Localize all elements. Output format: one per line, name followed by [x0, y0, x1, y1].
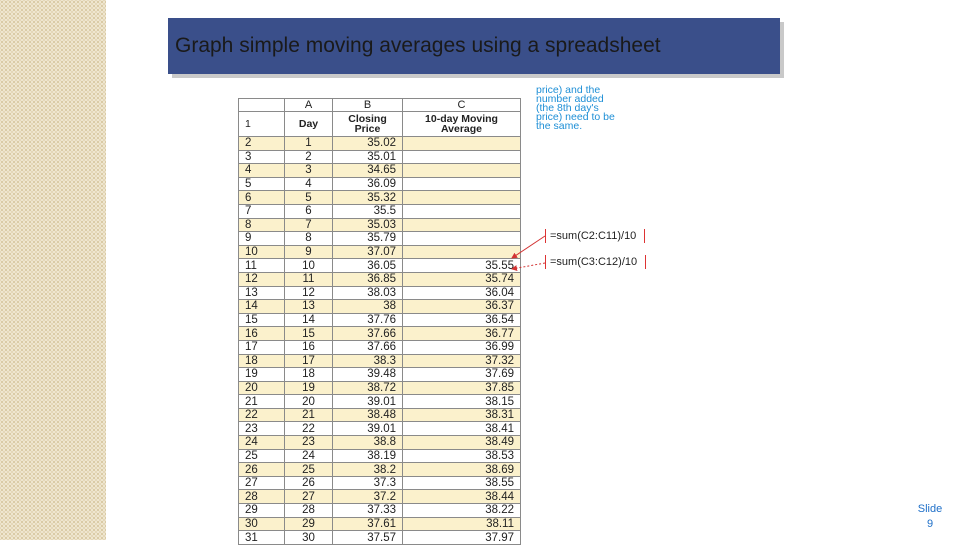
- row-number: 31: [239, 531, 285, 545]
- table-row: [239, 218, 521, 232]
- formula-label-2: =sum(C3:C12)/10: [545, 255, 646, 269]
- closing-price-cell: 35.03: [333, 218, 403, 232]
- row-number: 18: [239, 354, 285, 368]
- day-cell: 7: [285, 218, 333, 232]
- moving-average-cell: 38.41: [403, 422, 521, 436]
- closing-price-cell: 39.48: [333, 368, 403, 382]
- moving-average-cell: 38.44: [403, 490, 521, 504]
- row-number: 27: [239, 476, 285, 490]
- moving-average-cell: [403, 164, 521, 178]
- closing-price-cell: 34.65: [333, 164, 403, 178]
- table-row: [239, 272, 521, 286]
- day-cell: 15: [285, 327, 333, 341]
- day-cell: 11: [285, 272, 333, 286]
- closing-price-cell: 35.79: [333, 232, 403, 246]
- day-cell: 16: [285, 340, 333, 354]
- table-row: [239, 504, 521, 518]
- closing-price-cell: 37.66: [333, 340, 403, 354]
- closing-price-cell: 37.76: [333, 313, 403, 327]
- slide-number: [908, 502, 952, 532]
- day-cell: 9: [285, 245, 333, 259]
- table-row: [239, 354, 521, 368]
- table-row: [239, 422, 521, 436]
- closing-price-cell: 35.02: [333, 137, 403, 151]
- moving-average-cell: 38.53: [403, 449, 521, 463]
- closing-price-cell: 38.72: [333, 381, 403, 395]
- table-row: [239, 300, 521, 314]
- column-letter: A: [285, 99, 333, 112]
- row-number: 3: [239, 150, 285, 164]
- table-row: [239, 137, 521, 151]
- row-number: 20: [239, 381, 285, 395]
- title-bar: [168, 18, 780, 74]
- row-number: 25: [239, 449, 285, 463]
- closing-price-cell: 37.07: [333, 245, 403, 259]
- closing-price-cell: 39.01: [333, 422, 403, 436]
- moving-average-cell: 37.32: [403, 354, 521, 368]
- moving-average-cell: 38.11: [403, 517, 521, 531]
- closing-price-cell: 38.48: [333, 408, 403, 422]
- day-cell: 29: [285, 517, 333, 531]
- moving-average-cell: 38.22: [403, 504, 521, 518]
- header-row: [239, 112, 521, 137]
- closing-price-cell: 35.5: [333, 204, 403, 218]
- row-number: 21: [239, 395, 285, 409]
- closing-price-cell: 38.3: [333, 354, 403, 368]
- table-row: [239, 164, 521, 178]
- day-cell: 30: [285, 531, 333, 545]
- day-cell: 12: [285, 286, 333, 300]
- header-day: Day: [285, 112, 333, 137]
- row-number: 2: [239, 137, 285, 151]
- closing-price-cell: 37.61: [333, 517, 403, 531]
- spreadsheet-image: [238, 98, 520, 544]
- day-cell: 2: [285, 150, 333, 164]
- table-row: [239, 449, 521, 463]
- table-row: [239, 340, 521, 354]
- row-number: 8: [239, 218, 285, 232]
- slide-label: Slide: [917, 503, 943, 515]
- corner-cell: [239, 99, 285, 112]
- header-closing-price: [333, 112, 403, 137]
- table-row: [239, 395, 521, 409]
- arrow-to-row-12: [512, 263, 545, 269]
- header-moving-average-label: 10-day Moving Average: [425, 113, 498, 135]
- row-number: 13: [239, 286, 285, 300]
- moving-average-cell: 38.31: [403, 408, 521, 422]
- day-cell: 17: [285, 354, 333, 368]
- header-closing-price-label: Closing Price: [348, 113, 387, 135]
- table-row: [239, 490, 521, 504]
- row-number: 5: [239, 177, 285, 191]
- row-number: 14: [239, 300, 285, 314]
- moving-average-cell: 36.99: [403, 340, 521, 354]
- closing-price-cell: 38: [333, 300, 403, 314]
- table-row: [239, 408, 521, 422]
- closing-price-cell: 37.57: [333, 531, 403, 545]
- moving-average-cell: [403, 177, 521, 191]
- decorative-side-strip: [0, 0, 106, 540]
- row-number: 1: [239, 112, 285, 137]
- day-cell: 27: [285, 490, 333, 504]
- table-row: [239, 286, 521, 300]
- day-cell: 21: [285, 408, 333, 422]
- day-cell: 26: [285, 476, 333, 490]
- row-number: 10: [239, 245, 285, 259]
- arrow-to-row-11: [512, 236, 545, 258]
- day-cell: 10: [285, 259, 333, 273]
- table-row: [239, 313, 521, 327]
- table-row: [239, 150, 521, 164]
- closing-price-cell: 35.32: [333, 191, 403, 205]
- closing-price-cell: 37.66: [333, 327, 403, 341]
- row-number: 30: [239, 517, 285, 531]
- row-number: 17: [239, 340, 285, 354]
- closing-price-cell: 38.8: [333, 436, 403, 450]
- row-number: 12: [239, 272, 285, 286]
- moving-average-cell: 38.49: [403, 436, 521, 450]
- table-row: [239, 259, 521, 273]
- closing-price-cell: 38.2: [333, 463, 403, 477]
- moving-average-cell: [403, 204, 521, 218]
- day-cell: 25: [285, 463, 333, 477]
- closing-price-cell: 37.33: [333, 504, 403, 518]
- row-number: 11: [239, 259, 285, 273]
- row-number: 15: [239, 313, 285, 327]
- closing-price-cell: 36.09: [333, 177, 403, 191]
- moving-average-cell: 35.55: [403, 259, 521, 273]
- closing-price-cell: 38.19: [333, 449, 403, 463]
- table-row: [239, 381, 521, 395]
- moving-average-cell: 35.74: [403, 272, 521, 286]
- spreadsheet-table: [238, 98, 521, 545]
- day-cell: 18: [285, 368, 333, 382]
- table-row: [239, 204, 521, 218]
- row-number: 4: [239, 164, 285, 178]
- moving-average-cell: [403, 150, 521, 164]
- formula-label-1: =sum(C2:C11)/10: [545, 229, 645, 243]
- column-letter-row: [239, 99, 521, 112]
- row-number: 29: [239, 504, 285, 518]
- moving-average-cell: 38.15: [403, 395, 521, 409]
- slide-number-value: 9: [926, 518, 934, 530]
- closing-price-cell: 37.2: [333, 490, 403, 504]
- explanation-note: price) and the number added (the 8th day's price) need to be the same.: [536, 84, 615, 132]
- day-cell: 1: [285, 137, 333, 151]
- row-number: 28: [239, 490, 285, 504]
- day-cell: 14: [285, 313, 333, 327]
- day-cell: 23: [285, 436, 333, 450]
- day-cell: 20: [285, 395, 333, 409]
- day-cell: 4: [285, 177, 333, 191]
- day-cell: 6: [285, 204, 333, 218]
- moving-average-cell: [403, 137, 521, 151]
- closing-price-cell: 35.01: [333, 150, 403, 164]
- moving-average-cell: 38.55: [403, 476, 521, 490]
- closing-price-cell: 36.85: [333, 272, 403, 286]
- slide-title: Graph simple moving averages using a spreadsheet: [175, 34, 661, 57]
- table-row: [239, 531, 521, 545]
- row-number: 23: [239, 422, 285, 436]
- table-row: [239, 177, 521, 191]
- moving-average-cell: 37.97: [403, 531, 521, 545]
- day-cell: 22: [285, 422, 333, 436]
- day-cell: 13: [285, 300, 333, 314]
- day-cell: 28: [285, 504, 333, 518]
- table-row: [239, 436, 521, 450]
- table-row: [239, 245, 521, 259]
- row-number: 7: [239, 204, 285, 218]
- moving-average-cell: 36.04: [403, 286, 521, 300]
- moving-average-cell: 37.69: [403, 368, 521, 382]
- day-cell: 3: [285, 164, 333, 178]
- closing-price-cell: 36.05: [333, 259, 403, 273]
- table-row: [239, 463, 521, 477]
- row-number: 16: [239, 327, 285, 341]
- moving-average-cell: 36.37: [403, 300, 521, 314]
- moving-average-cell: 38.69: [403, 463, 521, 477]
- table-row: [239, 191, 521, 205]
- closing-price-cell: 39.01: [333, 395, 403, 409]
- moving-average-cell: 36.77: [403, 327, 521, 341]
- day-cell: 8: [285, 232, 333, 246]
- table-row: [239, 232, 521, 246]
- row-number: 6: [239, 191, 285, 205]
- row-number: 22: [239, 408, 285, 422]
- row-number: 26: [239, 463, 285, 477]
- column-letter: B: [333, 99, 403, 112]
- moving-average-cell: 36.54: [403, 313, 521, 327]
- table-row: [239, 476, 521, 490]
- day-cell: 19: [285, 381, 333, 395]
- day-cell: 24: [285, 449, 333, 463]
- table-row: [239, 327, 521, 341]
- moving-average-cell: [403, 191, 521, 205]
- table-row: [239, 368, 521, 382]
- closing-price-cell: 37.3: [333, 476, 403, 490]
- row-number: 9: [239, 232, 285, 246]
- header-moving-average: [403, 112, 521, 137]
- row-number: 24: [239, 436, 285, 450]
- row-number: 19: [239, 368, 285, 382]
- day-cell: 5: [285, 191, 333, 205]
- column-letter: C: [403, 99, 521, 112]
- moving-average-cell: 37.85: [403, 381, 521, 395]
- closing-price-cell: 38.03: [333, 286, 403, 300]
- table-row: [239, 517, 521, 531]
